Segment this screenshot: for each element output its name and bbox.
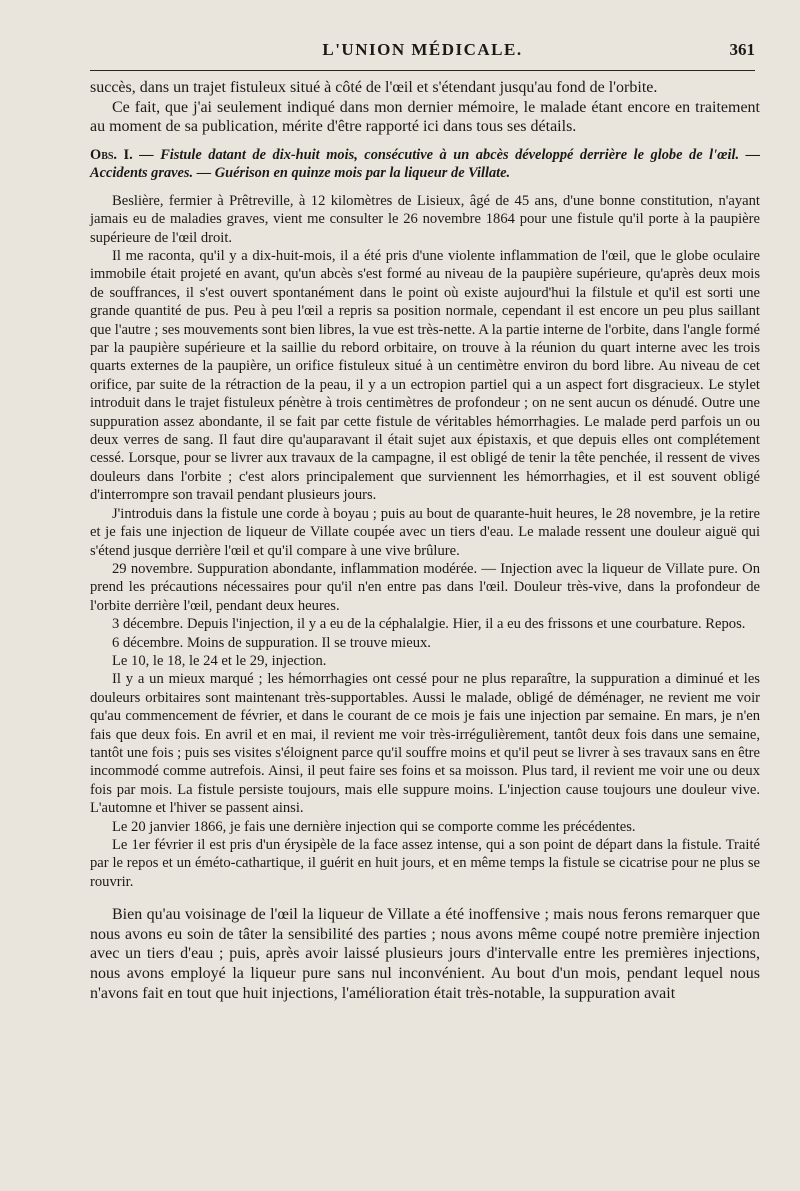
paragraph: Il me raconta, qu'il y a dix-huit-mois, il a été pris d'une violente inflammation de l'œil, que le globe oculaire immobile était projeté en avant, qu'un abcès s'est formé au niveau de la paupière supérieure, qu'après deux mois de souffrances, il s'est ouvert spontanément dans le point où existe aujourd'hui la filstule et qu'il est sorti une grande quantité de pus. Peu à peu l'œil a repris sa position normale, cependant il est encore un peu plus saillant que l'autre ; ses mouvements sont bien libres, la vue est très-nette. A la partie interne de l'orbite, dans l'angle formé par la paupière supérieure et la saillie du rebord orbitaire, on trouve à la réunion du quart interne avec les trois quarts externes de la paupière, un orifice fistuleux situé à un centimètre environ du bord libre. Au niveau de cet orifice, par suite de la rétraction de la peau, il y a un ectropion partiel qui a un aspect fort disgracieux. Le stylet introduit dans le trajet fistuleux pénètre à trois centimètres de profondeur ; on ne sent aucun os dénudé. Outre une suppuration assez abondante, il se fait par cette fistule de véritables hémorrhagies. Le malade perd parfois un ou deux verres de sang. Il faut dire qu'auparavant il était sujet aux épistaxis, et que depuis elles ont complétement cessé. Lorsque, pour se livrer aux travaux de la campagne, il est obligé de tenir la tête penchée, il ressent de vives douleurs dans l'orbite ; c'est alors principalement que surviennent les hémorrhagies, et il est souvent obligé d'interrompre son travail pendant plusieurs jours. [90,248,760,504]
paragraph: 6 décembre. Moins de suppuration. Il se trouve mieux. [112,634,431,651]
observation-heading [90,146,760,182]
observation-label: Obs. I. [90,146,133,163]
paragraph: J'introduis dans la fistule une corde à boyau ; puis au bout de quarante-huit heures, le 28 novembre, je la retire et je fais une injection de liqueur de Villate coupée avec un tiers d'eau. Le malade ressent une douleur aiguë qui s'étend jusque derrière l'œil et qu'il compare à une vive brûlure. [90,505,760,559]
paragraph: Le 1er février il est pris d'un érysipèle de la face assez intense, qui a son point de départ dans la fistule. Traité par le repos et un éméto-cathartique, il guérit en huit jours, et en même temps la fistule se cicatrise pour ne plus se rouvrir. [90,837,760,890]
paragraph: 3 décembre. Depuis l'injection, il y a eu de la céphalalgie. Hier, il a eu des frissons et une courbature. Repos. [112,616,746,633]
page-number: 361 [729,40,755,59]
journal-title: L'UNION MÉDICALE. [322,40,523,59]
section-gap [90,891,760,905]
paragraph: 29 novembre. Suppuration abondante, inflammation modérée. — Injection avec la liqueur de Villate pure. On prend les précautions nécessaires pour qu'il n'en entre pas dans l'œil. Douleur très-vive, dans la profondeur de l'orbite derrière l'œil, pendant deux heures. [90,560,760,614]
paragraph: Beslière, fermier à Prêtreville, à 12 kilomètres de Lisieux, âgé de 45 ans, d'une bonne constitution, n'ayant jamais eu de maladies graves, vient me consulter le 26 novembre 1864 pour une fistule qu'il porte à la paupière supérieure de l'œil droit. [90,192,760,246]
observation-title: — Fistule datant de dix-huit mois, consécutive à un abcès développé derrière le globe de l'œil. — Accidents graves. — Guérison en quinze mois par la liqueur de Villate. [90,146,760,181]
paragraph: Le 10, le 18, le 24 et le 29, injection. [112,652,327,669]
paragraph: succès, dans un trajet fistuleux situé à côté de l'œil et s'étendant jusqu'au fond de l'orbite. [90,79,658,96]
paragraph: Bien qu'au voisinage de l'œil la liqueur de Villate a été inoffensive ; mais nous ferons remarquer que nous avons eu soin de tâter la sensibilité des parties ; nous avons même coupé notre première injection avec un tiers d'eau ; puis, après avoir laissé plusieurs jours d'intervalle entre les premières injections, nous avons employé la liqueur pure sans nul inconvénient. Au bout d'un mois, pendant lequel nous n'avons fait en tout que huit injections, l'amélioration était très-notable, la suppuration avait [90,906,760,1002]
running-head [90,40,755,66]
header-rule [90,70,755,71]
paragraph: Il y a un mieux marqué ; les hémorrhagies ont cessé pour ne plus reparaître, la suppuration a diminué et les douleurs orbitaires sont maintenant très-supportables. Aussi le malade, obligé de déménager, ne revient me voir qu'au commencement de février, et dans le courant de ce mois je fais une injection par semaine. En mars, je n'en fais que deux fois. En avril et en mai, il revient me voir très-irrégulièrement, tantôt deux fois dans une semaine, tantôt une fois ; puis ses visites s'éloignent parce qu'il souffre moins et qu'il peut se livrer à ses travaux sans en être incommodé comme autrefois. Ainsi, il peut faire ses foins et sa moisson. Plus tard, il revient me voir une ou deux fois par mois. La fistule persiste toujours, mais elle suppure moins. L'injection cause toujours une douleur vive. L'automne et l'hiver se passent ainsi. [90,671,760,817]
paragraph: Ce fait, que j'ai seulement indiqué dans mon dernier mémoire, le malade étant encore en traitement au moment de sa publication, mérite d'être rapporté ici dans tous ses détails. [90,98,760,136]
article-body [90,78,760,1003]
paragraph: Le 20 janvier 1866, je fais une dernière injection qui se comporte comme les précédentes. [112,818,636,835]
